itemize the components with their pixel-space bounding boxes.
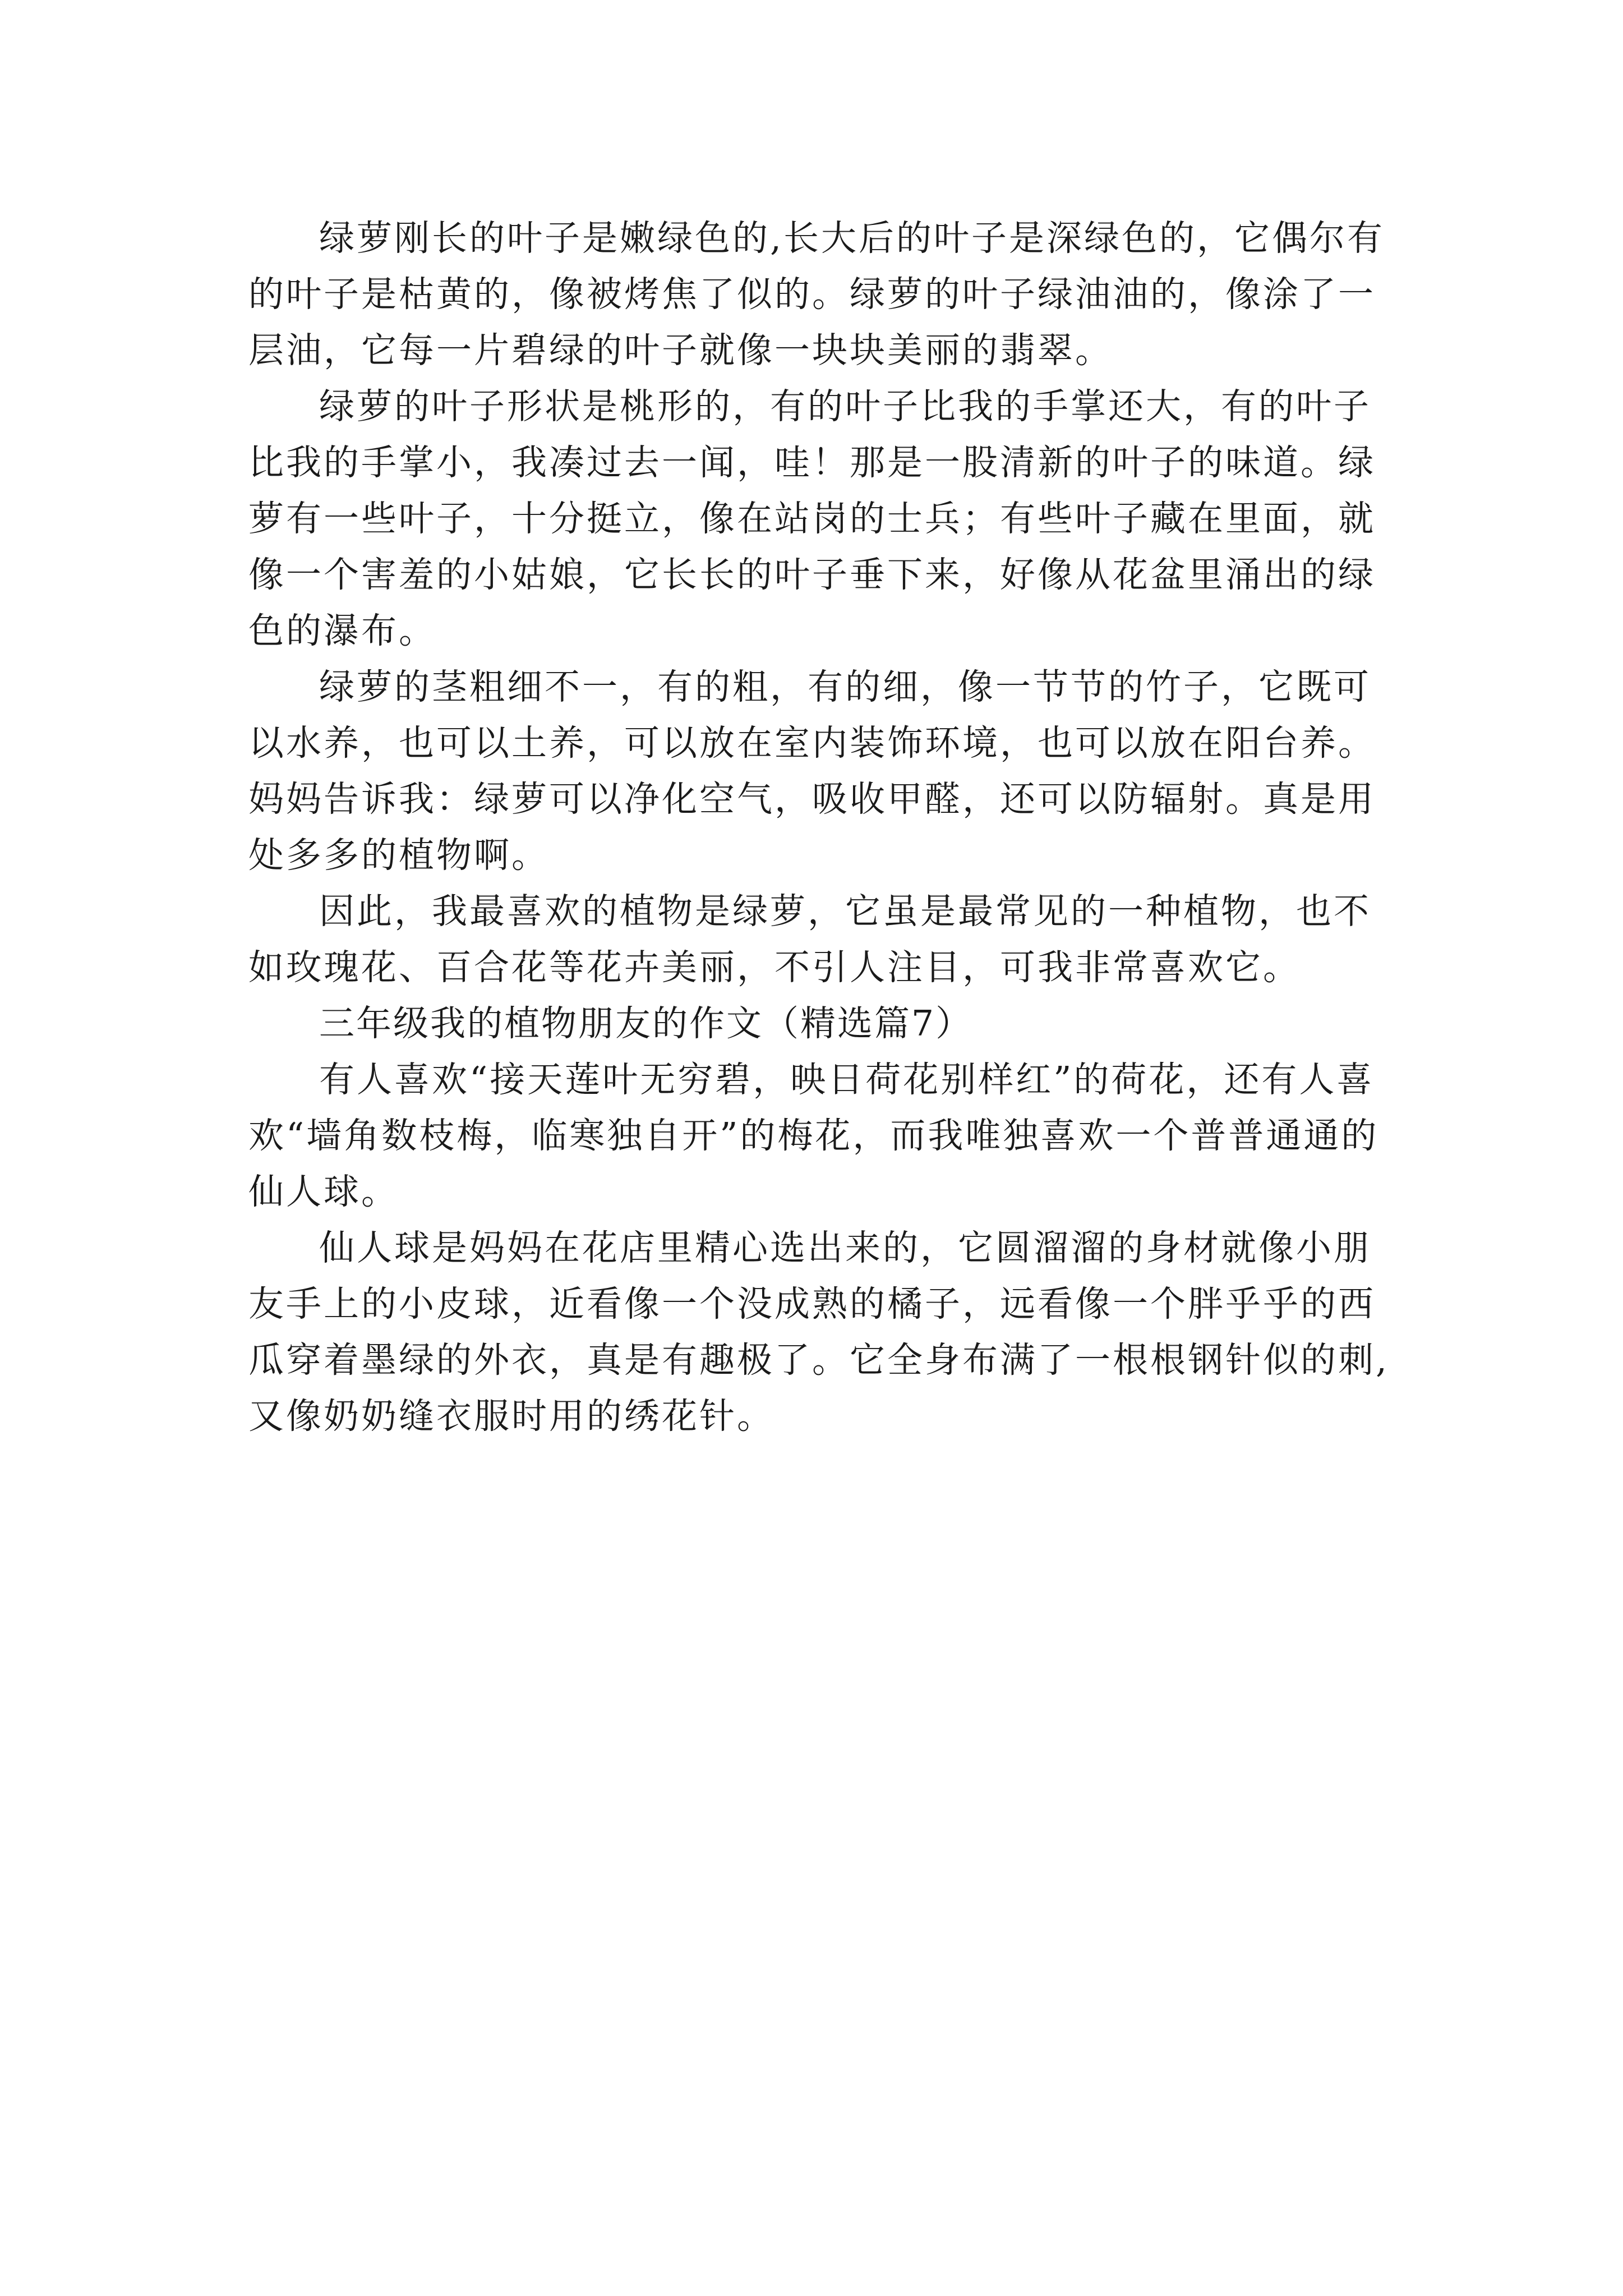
- paragraph-6: 仙人球是妈妈在花店里精心选出来的，它圆溜溜的身材就像小朋友手上的小皮球，近看像一个没成熟的橘子，远看像一个胖乎乎的西瓜穿着墨绿的外衣，真是有趣极了。它全身布满了一根根钢针似的刺,又像奶奶缝衣服时用的绣花针。: [248, 1227, 1390, 1437]
- document-body: [248, 210, 1393, 1444]
- paragraph-5: 有人喜欢“接天莲叶无穷碧，映日荷花别样红”的荷花，还有人喜欢“墙角数枝梅，临寒独自开”的梅花，而我唯独喜欢一个普普通通的仙人球。: [248, 1059, 1379, 1212]
- paragraph-1: 绿萝刚长的叶子是嫩绿色的,长大后的叶子是深绿色的，它偶尔有的叶子是枯黄的，像被烤焦了似的。绿萝的叶子绿油油的，像涂了一层油，它每一片碧绿的叶子就像一块块美丽的翡翠。: [248, 218, 1385, 371]
- paragraph-2: 绿萝的叶子形状是桃形的，有的叶子比我的手掌还大，有的叶子比我的手掌小，我凑过去一闻，哇！那是一股清新的叶子的味道。绿萝有一些叶子，十分挺立，像在站岗的士兵；有些叶子藏在里面，就像一个害羞的小姑娘，它长长的叶子垂下来，好像从花盆里涌出的绿色的瀑布。: [248, 386, 1376, 651]
- section-heading: 三年级我的植物朋友的作文（精选篇7）: [319, 1003, 973, 1044]
- paragraph-4: 因此，我最喜欢的植物是绿萝，它虽是最常见的一种植物，也不如玫瑰花、百合花等花卉美丽，不引人注目，可我非常喜欢它。: [248, 891, 1371, 988]
- paragraph-3: 绿萝的茎粗细不一，有的粗，有的细，像一节节的竹子，它既可以水养，也可以土养，可以放在室内装饰环境，也可以放在阳台养。妈妈告诉我：绿萝可以净化空气，吸收甲醛，还可以防辐射。真是用处多多的植物啊。: [248, 666, 1376, 876]
